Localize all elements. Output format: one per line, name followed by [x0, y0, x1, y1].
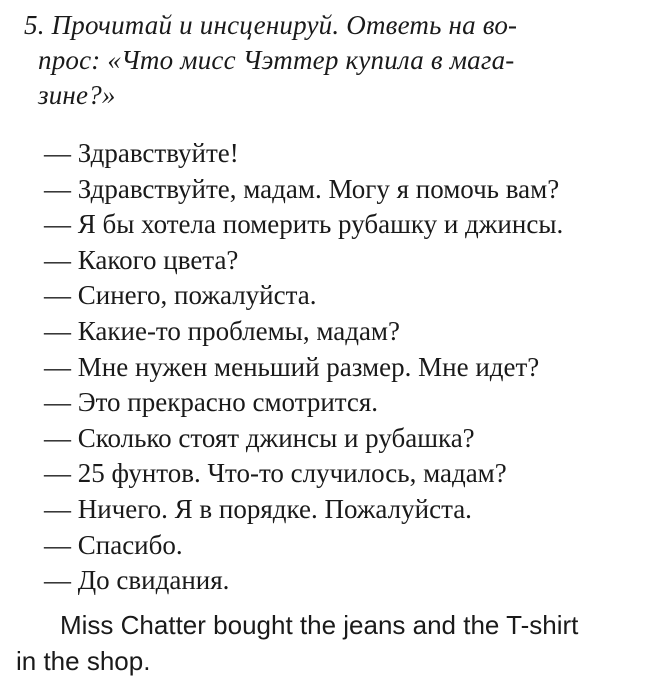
dialogue-line: — Мне нужен меньший размер. Мне идет? — [44, 351, 540, 382]
task-line-2: прос: «Что мисс Чэттер купила в мага- — [38, 45, 515, 75]
dialogue-line: — Спасибо. — [44, 529, 183, 560]
dialogue-line: — Это прекрасно смотрится. — [44, 387, 379, 418]
task-line-3: зине?» — [38, 80, 116, 110]
task-line-1: 5. Прочитай и инсценируй. Ответь на во- — [24, 10, 518, 40]
dialogue-line: — Ничего. Я в порядке. Пожалуйста. — [44, 493, 472, 524]
dialogue-line: — Здравствуйте, мадам. Могу я помочь вам? — [44, 173, 560, 204]
dialogue-line: — Какого цвета? — [44, 244, 239, 275]
dialogue-line: — Синего, пожалуйста. — [44, 280, 317, 311]
dialogue-line: — 25 фунтов. Что-то случилось, мадам? — [44, 458, 507, 489]
answer-text — [16, 607, 656, 679]
dialogue-line: — Сколько стоят джинсы и рубашка? — [44, 422, 475, 453]
dialogue-line: — До свидания. — [44, 565, 230, 596]
answer-line-1: Miss Chatter bought the jeans and the T-shirt — [60, 610, 579, 640]
answer-line-2: in the shop. — [16, 646, 151, 676]
dialogue-list — [44, 136, 664, 599]
dialogue-line: — Какие-то проблемы, мадам? — [44, 315, 400, 346]
task-instruction — [24, 8, 654, 113]
dialogue-line: — Здравствуйте! — [44, 138, 239, 168]
dialogue-line: — Я бы хотела померить рубашку и джинсы. — [44, 209, 564, 240]
